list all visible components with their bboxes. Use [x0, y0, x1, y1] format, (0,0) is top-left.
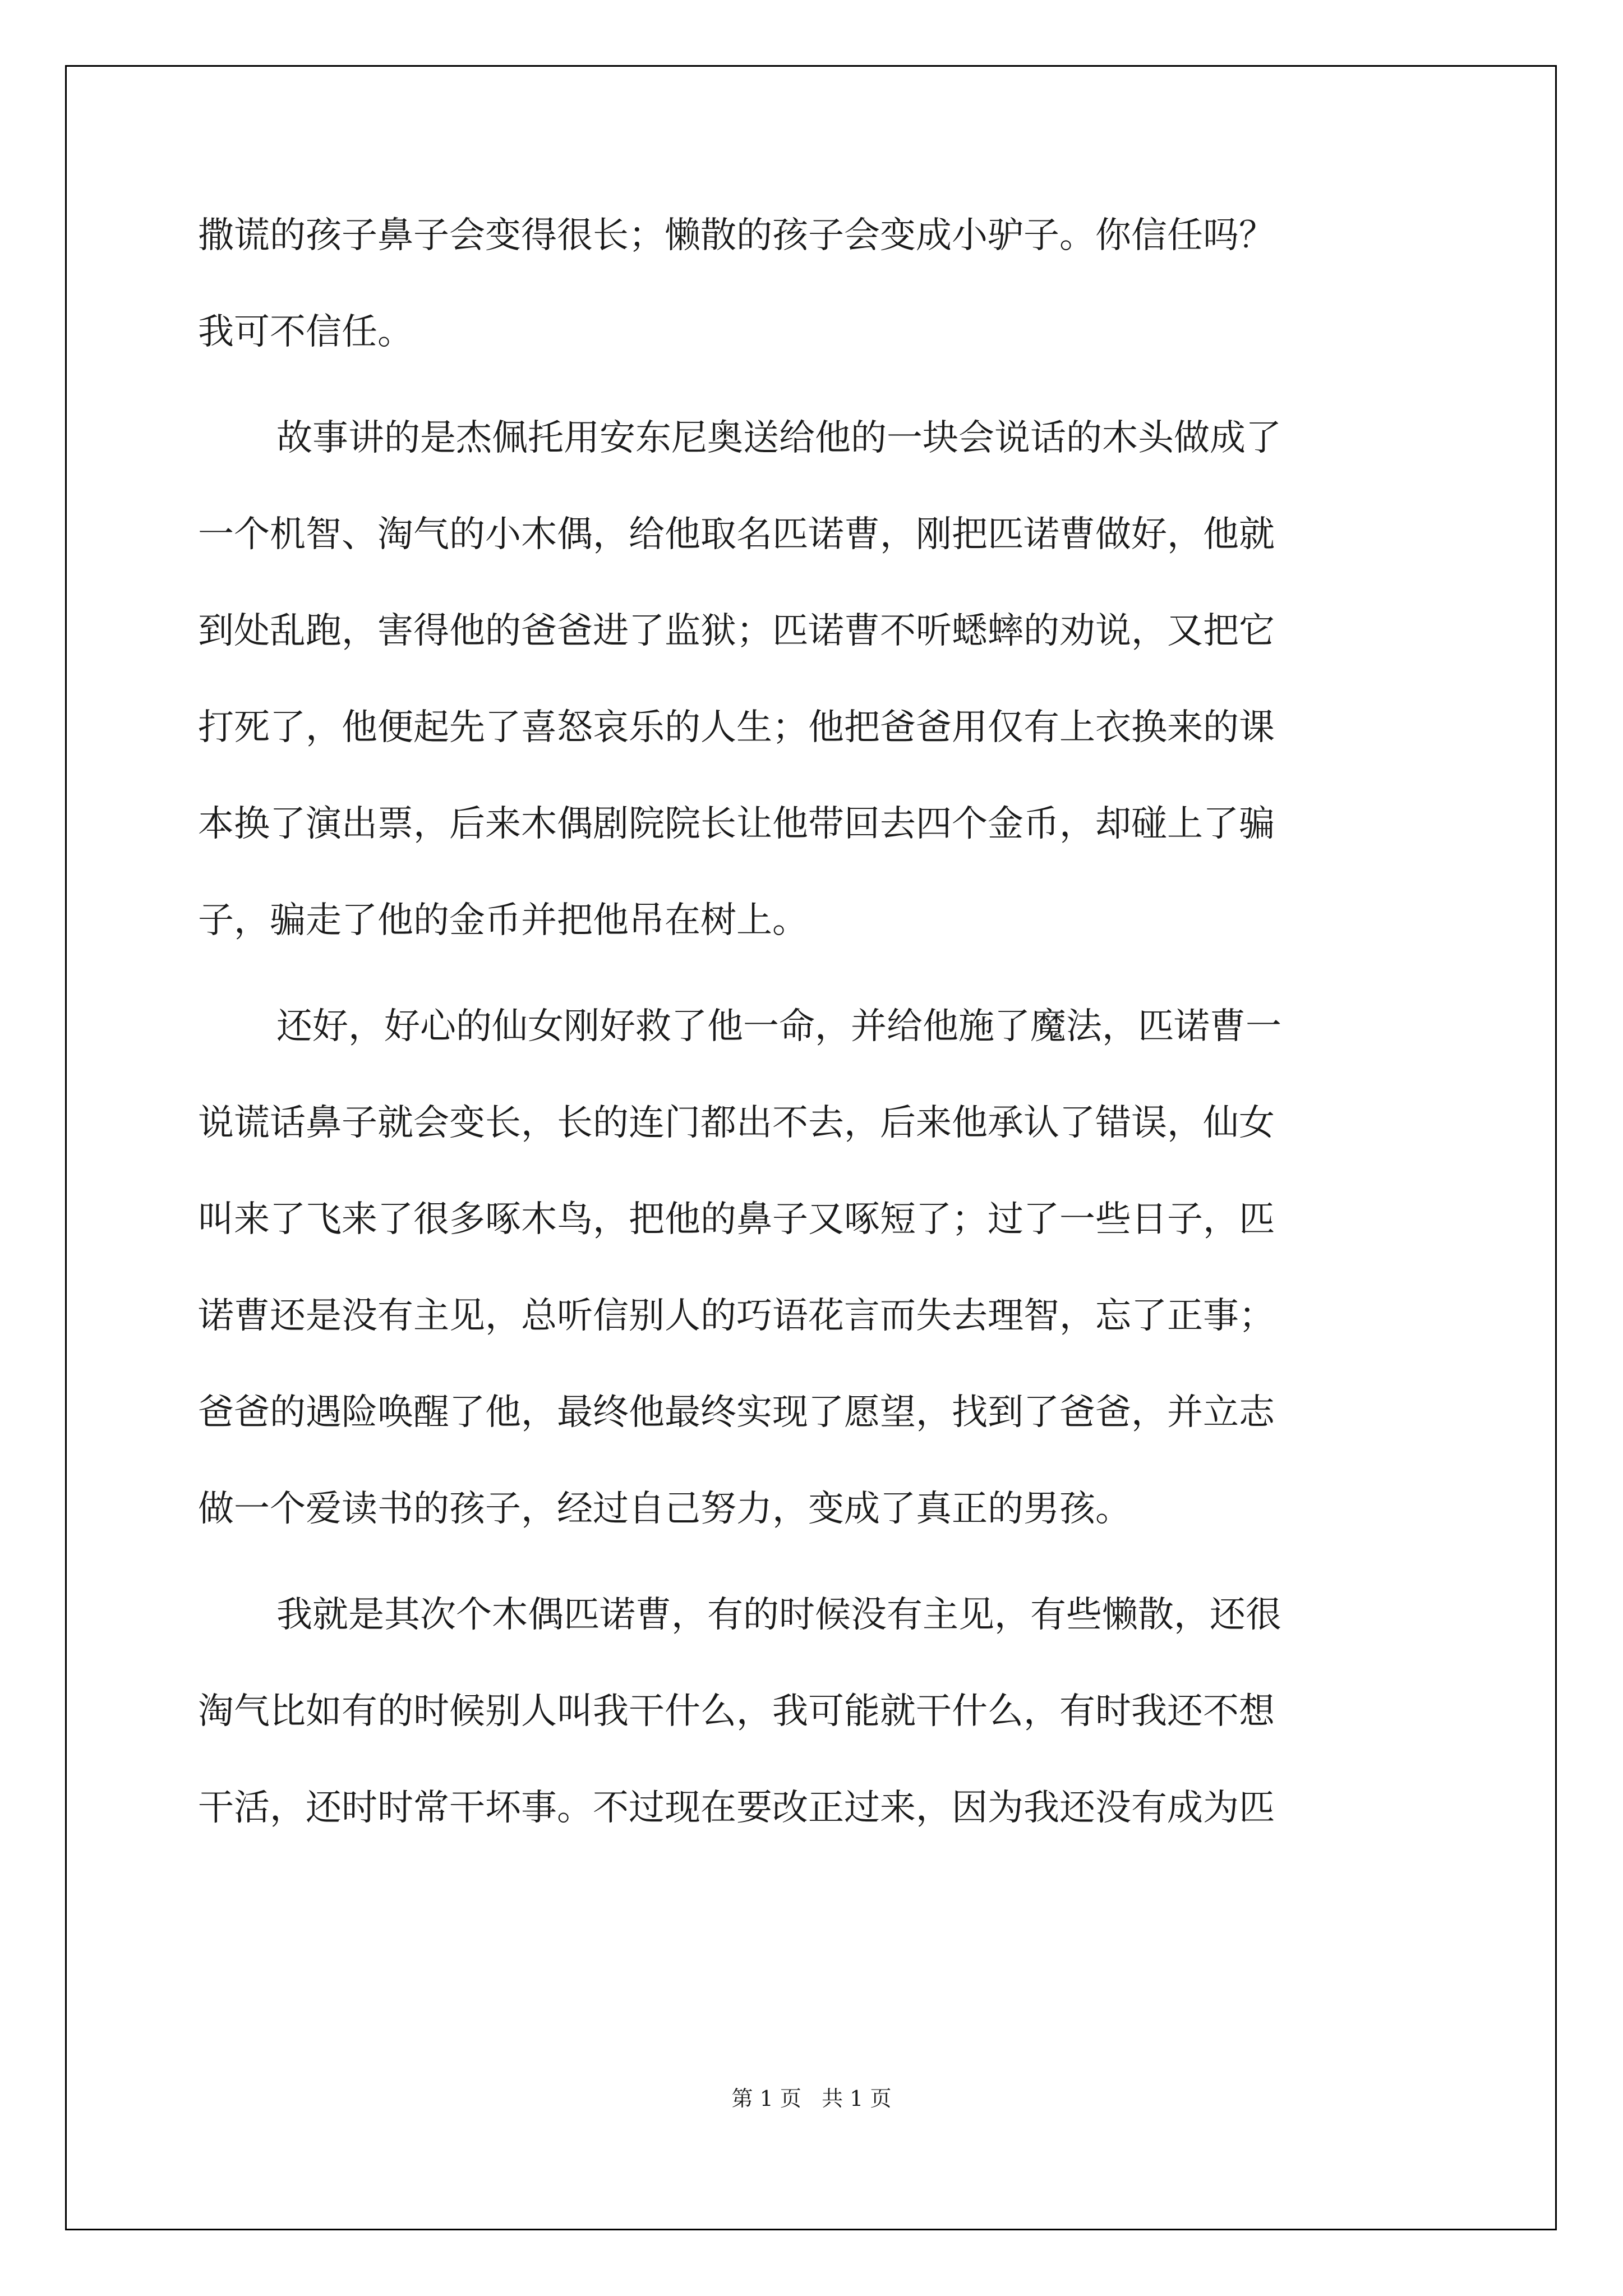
body-line: 做一个爱读书的孩子，经过自己努力，变成了真正的男孩。	[198, 1488, 1131, 1530]
body-line: 干活，还时时常干坏事。不过现在要改正过来，因为我还没有成为匹	[198, 1787, 1275, 1829]
paragraph-first-line: 故事讲的是杰佩托用安东尼奥送给他的一块会说话的木头做成了	[276, 417, 1281, 459]
body-line: 本换了演出票，后来木偶剧院院长让他带回去四个金币，却碰上了骗	[198, 803, 1275, 845]
body-line: 撒谎的孩子鼻子会变得很长；懒散的孩子会变成小驴子。你信任吗？	[198, 215, 1275, 256]
body-line: 打死了，他便起先了喜怒哀乐的人生；他把爸爸用仅有上衣换来的课	[198, 707, 1275, 748]
body-line: 爸爸的遇险唤醒了他，最终他最终实现了愿望，找到了爸爸，并立志	[198, 1392, 1275, 1433]
body-line: 一个机智、淘气的小木偶，给他取名匹诺曹，刚把匹诺曹做好，他就	[198, 514, 1275, 555]
body-line: 淘气比如有的时候别人叫我干什么，我可能就干什么，有时我还不想	[198, 1691, 1275, 1732]
body-line: 到处乱跑，害得他的爸爸进了监狱；匹诺曹不听蟋蟀的劝说，又把它	[198, 610, 1275, 652]
body-line: 子，骗走了他的金币并把他吊在树上。	[198, 900, 808, 941]
body-line: 叫来了飞来了很多啄木鸟，把他的鼻子又啄短了；过了一些日子，匹	[198, 1199, 1275, 1240]
page-border	[65, 65, 1557, 2230]
body-line: 我可不信任。	[198, 311, 413, 353]
body-line: 说谎话鼻子就会变长，长的连门都出不去，后来他承认了错误，仙女	[198, 1102, 1275, 1144]
paragraph-first-line: 我就是其次个木偶匹诺曹，有的时候没有主见，有些懒散，还很	[276, 1594, 1281, 1636]
paragraph-first-line: 还好，好心的仙女刚好救了他一命，并给他施了魔法，匹诺曹一	[276, 1006, 1281, 1047]
body-line: 诺曹还是没有主见，总听信别人的巧语花言而失去理智，忘了正事；	[198, 1295, 1275, 1337]
page-footer-page-number: 第 1 页 共 1 页	[731, 2086, 892, 2111]
